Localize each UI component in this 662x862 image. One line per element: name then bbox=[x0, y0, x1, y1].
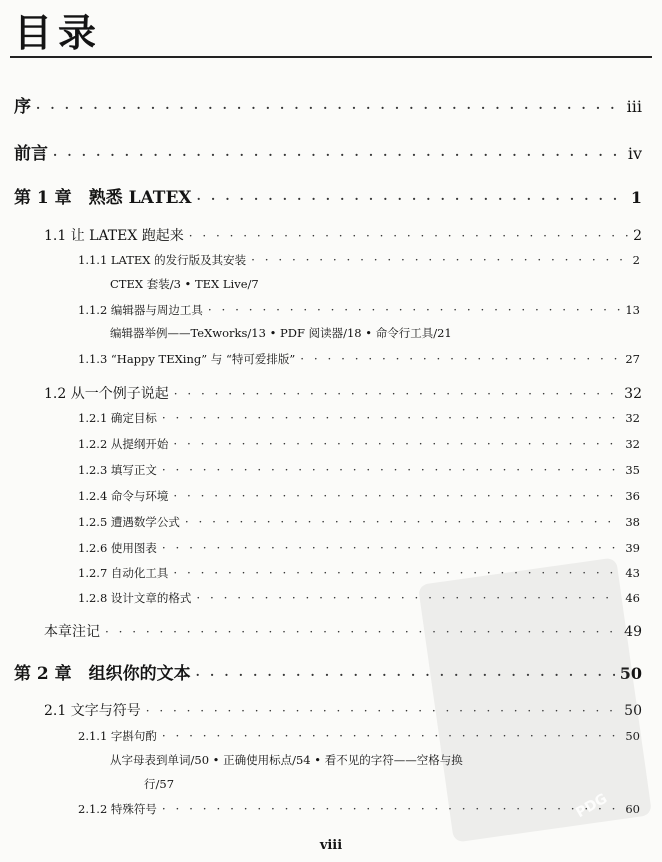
toc-entry-page: 38 bbox=[625, 515, 640, 529]
toc-entry-label: 1.2.6 使用图表 bbox=[78, 541, 157, 555]
toc-entry-label: 1.2.4 命令与环境 bbox=[78, 489, 169, 503]
toc-entry-label: 1.1.1 LATEX 的发行版及其安装 bbox=[78, 253, 247, 267]
toc-subentries-continued: 行/57 bbox=[144, 777, 175, 791]
dot-leader bbox=[162, 411, 620, 425]
toc-entry-section-1-1[interactable] bbox=[44, 225, 642, 245]
toc-entry-subsection-1-1-1[interactable] bbox=[78, 252, 640, 268]
toc-entry-label: 1.2.2 从提纲开始 bbox=[78, 437, 169, 451]
dot-leader bbox=[162, 541, 620, 555]
page-title: 目录 bbox=[14, 11, 103, 55]
toc-entry-label: 1.2.1 确定目标 bbox=[78, 411, 157, 425]
toc-entry-subsection-1-2-4[interactable] bbox=[78, 488, 640, 504]
toc-entry-label: 2.1 文字与符号 bbox=[44, 703, 141, 719]
toc-entry-page: 32 bbox=[624, 386, 642, 402]
toc-entry-subsection-1-2-1[interactable] bbox=[78, 410, 640, 426]
watermark-label: PDG bbox=[573, 790, 611, 822]
dot-leader bbox=[189, 229, 628, 243]
toc-entry-page: 13 bbox=[625, 303, 640, 317]
toc-entry-page: 36 bbox=[625, 489, 640, 503]
toc-entry-label: 2.1.2 特殊符号 bbox=[78, 802, 157, 816]
toc-entry-preface[interactable] bbox=[14, 92, 642, 117]
toc-entry-label: 本章注记 bbox=[44, 624, 100, 640]
toc-entry-label: 1.2 从一个例子说起 bbox=[44, 386, 169, 402]
toc-entry-subsection-1-1-2[interactable] bbox=[78, 302, 640, 318]
toc-entry-label: 第 1 章 熟悉 LATEX bbox=[14, 188, 192, 208]
toc-entry-page: 35 bbox=[625, 463, 640, 477]
dot-leader bbox=[162, 463, 620, 477]
toc-entry-label: 序 bbox=[14, 97, 31, 117]
toc-entry-label: 第 2 章 组织你的文本 bbox=[14, 664, 191, 684]
toc-entry-page: 39 bbox=[625, 541, 640, 555]
toc-entry-subsection-1-1-3[interactable] bbox=[78, 351, 640, 367]
toc-entry-label: 1.2.3 填写正文 bbox=[78, 463, 157, 477]
toc-entry-label: 前言 bbox=[14, 144, 48, 164]
toc-entry-subsection-1-2-5[interactable] bbox=[78, 514, 640, 530]
dot-leader bbox=[208, 303, 620, 317]
toc-entry-page: 50 bbox=[619, 664, 642, 683]
toc-entry-page: 2 bbox=[632, 253, 640, 267]
toc-entry-page: 50 bbox=[624, 703, 642, 719]
toc-entry-subsection-1-2-2[interactable] bbox=[78, 436, 640, 452]
toc-entry-page: 1 bbox=[630, 188, 642, 207]
toc-entry-page: 32 bbox=[625, 411, 640, 425]
toc-entry-page: 60 bbox=[625, 802, 640, 816]
toc-entry-label: 1.2.7 自动化工具 bbox=[78, 566, 169, 580]
dot-leader bbox=[300, 352, 620, 366]
toc-entry-page: 49 bbox=[624, 624, 642, 640]
dot-leader bbox=[174, 387, 619, 401]
title-rule bbox=[10, 56, 652, 58]
toc-entry-label: 2.1.1 字斟句酌 bbox=[78, 729, 157, 743]
toc-entry-label: 1.2.5 遭遇数学公式 bbox=[78, 515, 180, 529]
dot-leader bbox=[53, 148, 623, 162]
toc-entry-page: 50 bbox=[625, 729, 640, 743]
page-number: viii bbox=[319, 838, 343, 853]
dot-leader bbox=[36, 101, 622, 115]
toc-entry-page: 43 bbox=[625, 566, 640, 580]
toc-entry-page: 46 bbox=[625, 591, 640, 605]
toc-entry-label: 1.1 让 LATEX 跑起来 bbox=[44, 228, 184, 244]
toc-subentries: 从字母表到单词/50 • 正确使用标点/54 • 看不见的字符——空格与换 bbox=[110, 753, 463, 767]
toc-subentries: 编辑器举例——TeXworks/13 • PDF 阅读器/18 • 命令行工具/21 bbox=[110, 326, 452, 340]
toc-subentries: CTEX 套装/3 • TEX Live/7 bbox=[110, 277, 259, 291]
watermark-stamp bbox=[418, 557, 652, 842]
toc-entry-page: iii bbox=[626, 97, 642, 116]
toc-entry-foreword[interactable] bbox=[14, 139, 642, 164]
toc-entry-page: 32 bbox=[625, 437, 640, 451]
dot-leader bbox=[173, 437, 620, 451]
toc-entry-page: 27 bbox=[625, 352, 640, 366]
dot-leader bbox=[197, 192, 626, 206]
toc-entry-subsection-1-2-3[interactable] bbox=[78, 462, 640, 478]
toc-entry-label: 1.2.8 设计文章的格式 bbox=[78, 591, 192, 605]
dot-leader bbox=[251, 253, 628, 267]
toc-entry-subsection-1-2-6[interactable] bbox=[78, 540, 640, 556]
toc-entry-page: 2 bbox=[633, 228, 642, 244]
dot-leader bbox=[173, 489, 620, 503]
dot-leader bbox=[185, 515, 620, 529]
toc-entry-chapter-1[interactable] bbox=[14, 183, 642, 208]
toc-entry-section-1-2[interactable] bbox=[44, 383, 642, 403]
toc-entry-label: 1.1.2 编辑器与周边工具 bbox=[78, 303, 203, 317]
toc-entry-label: 1.1.3 “Happy TEXing” 与 “特可爱排版” bbox=[78, 352, 296, 366]
toc-entry-page: iv bbox=[627, 144, 642, 163]
